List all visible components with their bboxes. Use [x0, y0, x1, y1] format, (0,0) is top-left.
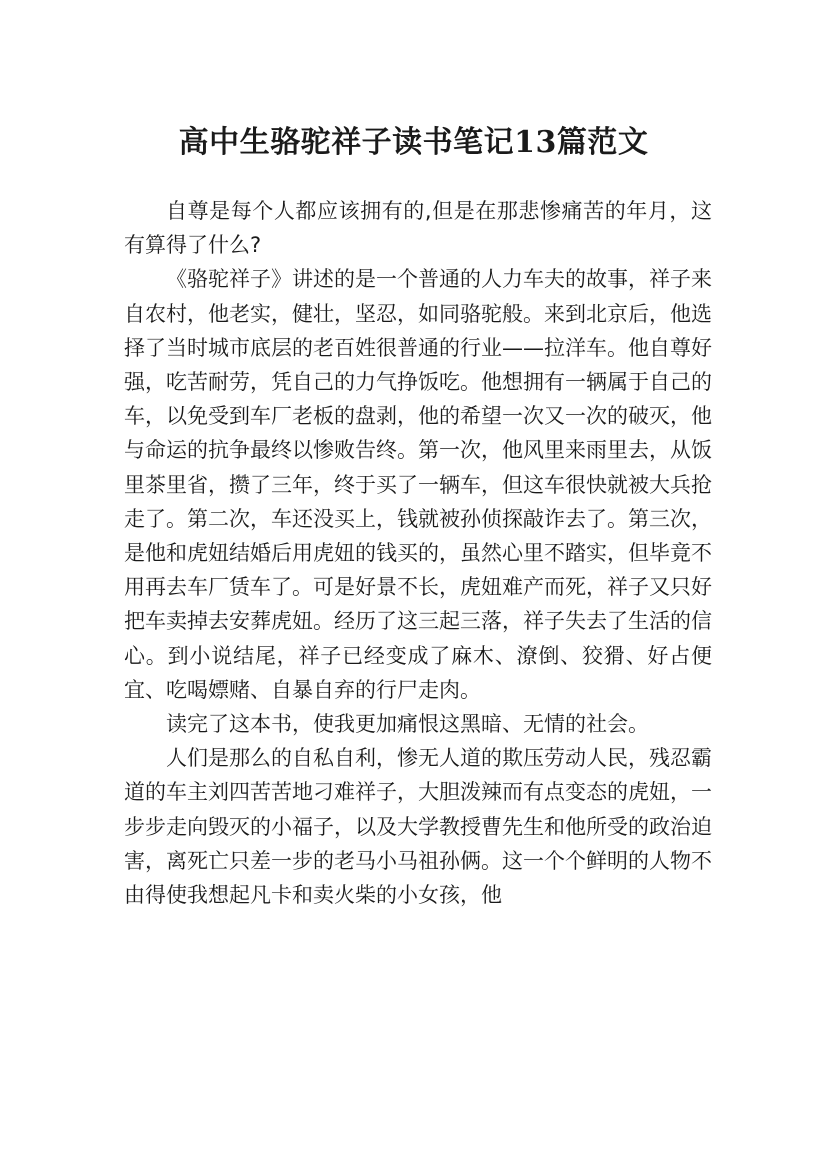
paragraph-3: 读完了这本书，使我更加痛恨这黑暗、无情的社会。 — [166, 712, 649, 737]
paragraph-1: 自尊是每个人都应该拥有的,但是在那悲惨痛苦的年月，这有算得了什么? — [124, 199, 712, 258]
document-body — [124, 194, 712, 912]
paragraph-2: 《骆驼祥子》讲述的是一个普通的人力车夫的故事，祥子来自农村，他老实，健壮，坚忍，如同骆驼般。来到北京后，他选择了当时城市底层的老百姓很普通的行业——拉洋车。他自尊好强，吃苦耐劳，凭自己的力气挣饭吃。他想拥有一辆属于自己的车，以免受到车厂老板的盘剥，他的希望一次又一次的破灭，他与命运的抗争最终以惨败告终。第一次，他风里来雨里去，从饭里茶里省，攒了三年，终于买了一辆车，但这车很快就被大兵抢走了。第二次，车还没买上，钱就被孙侦探敲诈去了。第三次，是他和虎妞结婚后用虎妞的钱买的，虽然心里不踏实，但毕竟不用再去车厂赁车了。可是好景不长，虎妞难产而死，祥子又只好把车卖掉去安葬虎妞。经历了这三起三落，祥子失去了生活的信心。到小说结尾，祥子已经变成了麻木、潦倒、狡猾、好占便宜、吃喝嫖赌、自暴自弃的行尸走肉。 — [124, 267, 712, 702]
document-title: 高中生骆驼祥子读书笔记13篇范文 — [178, 125, 649, 161]
paragraph-4: 人们是那么的自私自利，惨无人道的欺压劳动人民，残忍霸道的车主刘四苦苦地刁难祥子，大胆泼辣而有点变态的虎妞，一步步走向毁灭的小福子，以及大学教授曹先生和他所受的政治迫害，离死亡只差一步的老马小马祖孙俩。这一个个鲜明的人物不由得使我想起凡卡和卖火柴的小女孩，他 — [124, 746, 712, 908]
